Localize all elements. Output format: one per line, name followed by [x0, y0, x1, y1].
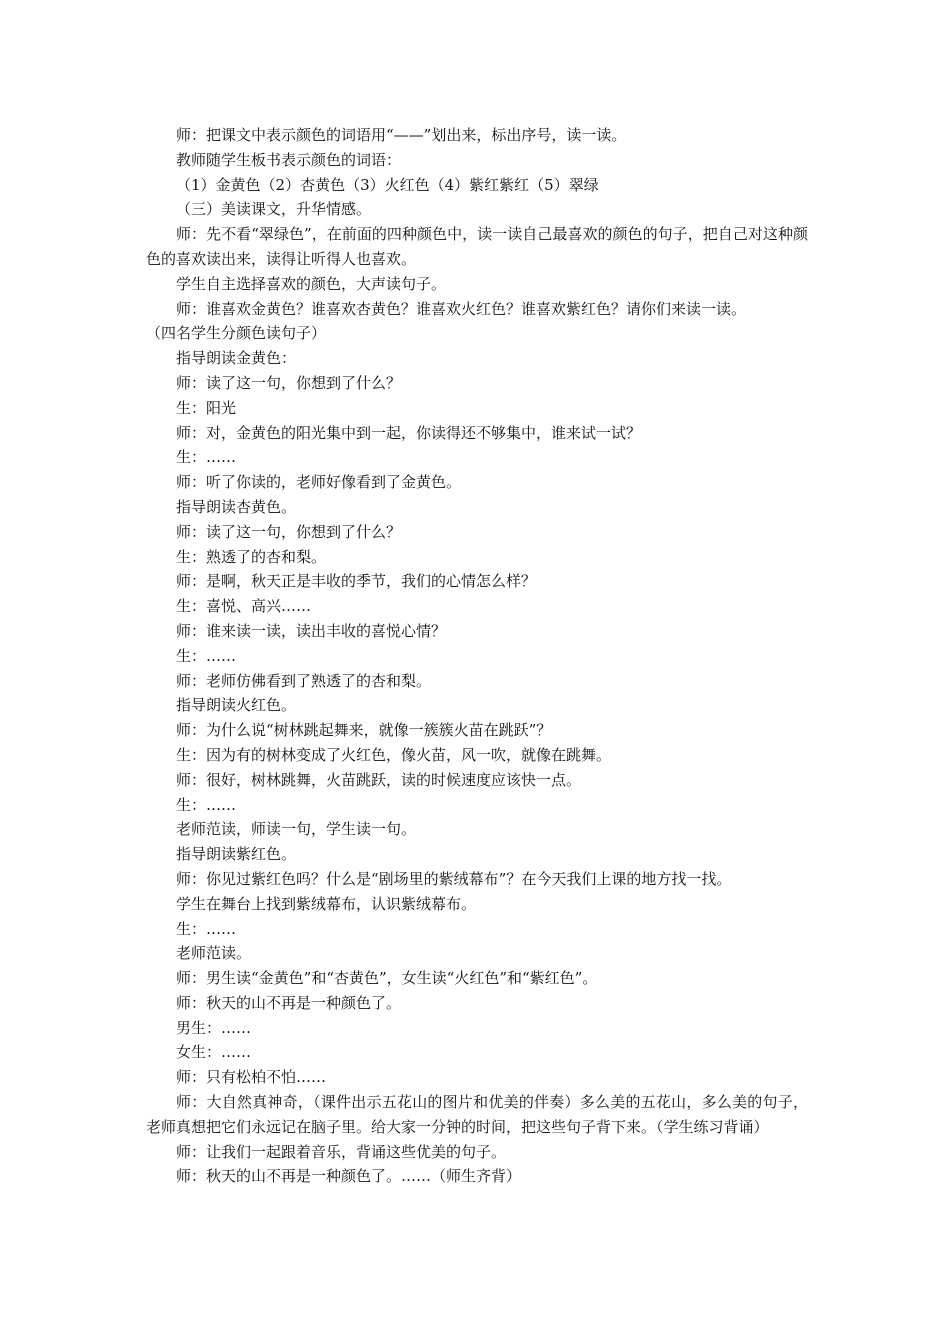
text-line: 男生：……	[176, 1018, 252, 1037]
text-line: 师：对，金黄色的阳光集中到一起，你读得还不够集中，谁来试一试？	[176, 423, 642, 442]
text-line: 老师范读。	[176, 944, 252, 963]
text-line: 生：……	[176, 448, 237, 467]
text-line: 生：喜悦、高兴……	[176, 597, 312, 616]
text-line: 师：把课文中表示颜色的词语用“——”划出来，标出序号，读一读。	[176, 126, 627, 144]
text-line: 师：为什么说“树林跳起舞来，就像一簇簇火苗在跳跃”？	[176, 721, 552, 740]
text-line: 师：秋天的山不再是一种颜色了。……（师生齐背）	[176, 1167, 522, 1186]
text-line: 师：谁来读一读，读出丰收的喜悦心情？	[176, 621, 447, 640]
text-line: 生：因为有的树林变成了火红色，像火苗，风一吹，就像在跳舞。	[176, 745, 612, 764]
text-line: 教师随学生板书表示颜色的词语：	[176, 150, 402, 169]
section-heading: （三）美读课文，升华情感。	[176, 200, 372, 219]
text-line: 师：让我们一起跟着音乐，背诵这些优美的句子。	[176, 1142, 507, 1161]
text-line: 指导朗读杏黄色。	[176, 497, 297, 516]
text-line: 老师范读，师读一句，学生读一句。	[176, 820, 417, 839]
document-page	[146, 123, 808, 1189]
text-line: （1）金黄色（2）杏黄色（3）火红色（4）紫红紫红（5）翠绿	[176, 175, 599, 194]
text-line: 学生在舞台上找到紫绒幕布，认识紫绒幕布。	[176, 894, 477, 913]
text-line: 师：很好，树林跳舞，火苗跳跃，读的时候速度应该快一点。	[176, 770, 582, 789]
text-line: 生：……	[176, 795, 237, 814]
text-paragraph: 师：先不看“翠绿色”，在前面的四种颜色中，读一读自己最喜欢的颜色的句子，把自己对这种颜色的喜欢读出来，读得让听得人也喜欢。	[146, 225, 808, 268]
text-line: 师：秋天的山不再是一种颜色了。	[176, 993, 402, 1012]
text-line: 生：熟透了的杏和梨。	[176, 547, 327, 566]
text-line: 生：……	[176, 646, 237, 665]
text-line: 学生自主选择喜欢的颜色，大声读句子。	[176, 274, 447, 293]
text-line: （四名学生分颜色读句子）	[146, 324, 327, 343]
text-line: 师：谁喜欢金黄色？谁喜欢杏黄色？谁喜欢火红色？谁喜欢紫红色？请你们来读一读。	[176, 299, 747, 318]
text-line: 师：老师仿佛看到了熟透了的杏和梨。	[176, 671, 432, 690]
text-line: 师：你见过紫红色吗？什么是“剧场里的紫绒幕布”？在今天我们上课的地方找一找。	[176, 869, 732, 888]
text-line: 指导朗读火红色。	[176, 696, 297, 715]
text-line: 师：读了这一句，你想到了什么？	[176, 373, 402, 392]
text-line: 师：是啊，秋天正是丰收的季节，我们的心情怎么样？	[176, 572, 537, 591]
text-line: 指导朗读紫红色。	[176, 845, 297, 864]
text-line: 师：只有松柏不怕……	[176, 1068, 327, 1087]
text-line: 师：听了你读的，老师好像看到了金黄色。	[176, 473, 462, 492]
text-line: 生：阳光	[176, 398, 237, 417]
text-line: 师：读了这一句，你想到了什么？	[176, 522, 402, 541]
text-line: 女生：……	[176, 1043, 252, 1062]
text-line: 指导朗读金黄色：	[176, 349, 297, 368]
text-line: 生：……	[176, 919, 237, 938]
text-line: 师：男生读“金黄色”和“杏黄色”，女生读“火红色”和“紫红色”。	[176, 969, 598, 988]
text-paragraph: 师：大自然真神奇，（课件出示五花山的图片和优美的伴奏）多么美的五花山，多么美的句子，老师真想把它们永远记在脑子里。给大家一分钟的时间，把这些句子背下来。（学生练习背诵）	[146, 1093, 808, 1136]
